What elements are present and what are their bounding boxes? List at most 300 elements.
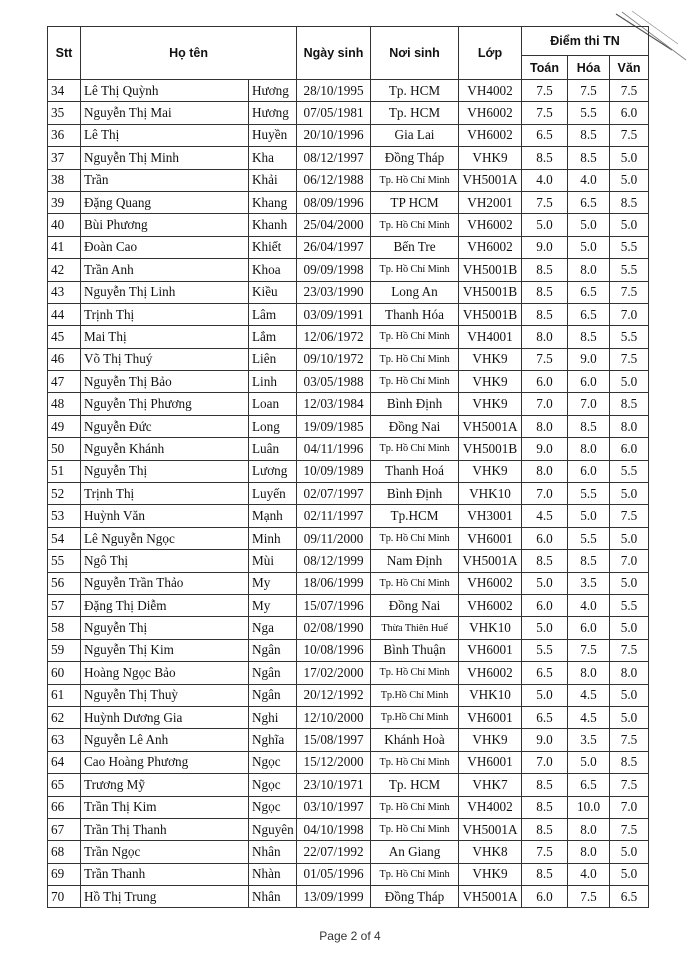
cell-noi-sinh: Đồng Tháp	[371, 147, 459, 169]
cell-lop: VH6001	[459, 639, 522, 661]
cell-hoa: 4.0	[568, 863, 610, 885]
cell-noi-sinh: Tp. HCM	[371, 102, 459, 124]
cell-lop: VHK10	[459, 483, 522, 505]
cell-ngay-sinh: 25/04/2000	[297, 214, 371, 236]
cell-hoa: 5.0	[568, 505, 610, 527]
cell-ten: Ngân	[249, 662, 297, 684]
cell-toan: 5.0	[522, 572, 568, 594]
cell-toan: 5.0	[522, 214, 568, 236]
cell-toan: 7.5	[522, 80, 568, 102]
cell-ten: Mạnh	[249, 505, 297, 527]
cell-ho: Nguyễn Thị Thuỳ	[81, 684, 249, 706]
cell-noi-sinh: Đồng Tháp	[371, 886, 459, 908]
cell-stt: 53	[48, 505, 81, 527]
cell-hoa: 3.5	[568, 572, 610, 594]
cell-van: 7.5	[610, 729, 649, 751]
cell-lop: VH6002	[459, 572, 522, 594]
cell-ho: Nguyễn Thị Minh	[81, 147, 249, 169]
cell-noi-sinh: Tp. Hồ Chí Minh	[371, 796, 459, 818]
cell-hoa: 8.5	[568, 147, 610, 169]
cell-ho: Nguyễn Trần Thảo	[81, 572, 249, 594]
cell-stt: 56	[48, 572, 81, 594]
cell-ten: Khiết	[249, 236, 297, 258]
cell-toan: 9.0	[522, 236, 568, 258]
cell-ngay-sinh: 10/09/1989	[297, 460, 371, 482]
table-row	[48, 303, 649, 325]
table-row	[48, 102, 649, 124]
cell-lop: VH5001A	[459, 886, 522, 908]
cell-hoa: 5.0	[568, 236, 610, 258]
cell-toan: 7.0	[522, 751, 568, 773]
cell-van: 5.0	[610, 147, 649, 169]
cell-lop: VH6002	[459, 124, 522, 146]
table-row	[48, 684, 649, 706]
cell-hoa: 7.5	[568, 80, 610, 102]
table-row	[48, 572, 649, 594]
cell-toan: 7.5	[522, 841, 568, 863]
cell-ten: Kiều	[249, 281, 297, 303]
cell-ngay-sinh: 10/08/1996	[297, 639, 371, 661]
cell-hoa: 8.0	[568, 841, 610, 863]
table-row	[48, 796, 649, 818]
cell-stt: 62	[48, 706, 81, 728]
cell-hoa: 6.0	[568, 617, 610, 639]
cell-ngay-sinh: 04/11/1996	[297, 438, 371, 460]
cell-stt: 52	[48, 483, 81, 505]
table-row	[48, 348, 649, 370]
table-row	[48, 80, 649, 102]
cell-noi-sinh: Tp.HCM	[371, 505, 459, 527]
cell-ten: Khoa	[249, 259, 297, 281]
cell-ho: Đoàn Cao	[81, 236, 249, 258]
cell-hoa: 7.5	[568, 886, 610, 908]
cell-ngay-sinh: 12/06/1972	[297, 326, 371, 348]
cell-noi-sinh: Tp. HCM	[371, 774, 459, 796]
exam-score-table	[47, 26, 649, 908]
cell-noi-sinh: Bến Tre	[371, 236, 459, 258]
cell-ten: Khanh	[249, 214, 297, 236]
cell-van: 6.0	[610, 102, 649, 124]
cell-van: 7.5	[610, 774, 649, 796]
cell-van: 7.5	[610, 281, 649, 303]
table-row	[48, 393, 649, 415]
cell-ho: Nguyễn Thị Mai	[81, 102, 249, 124]
cell-van: 7.0	[610, 550, 649, 572]
cell-lop: VHK10	[459, 684, 522, 706]
cell-stt: 67	[48, 818, 81, 840]
cell-lop: VH4002	[459, 80, 522, 102]
cell-ngay-sinh: 18/06/1999	[297, 572, 371, 594]
table-row	[48, 438, 649, 460]
cell-ten: Minh	[249, 527, 297, 549]
page-number: Page 2 of 4	[319, 929, 381, 943]
cell-noi-sinh: Tp. Hồ Chí Minh	[371, 818, 459, 840]
cell-ten: Nguyên	[249, 818, 297, 840]
table-row	[48, 460, 649, 482]
cell-stt: 50	[48, 438, 81, 460]
cell-toan: 8.5	[522, 774, 568, 796]
cell-ho: Nguyễn Lê Anh	[81, 729, 249, 751]
cell-hoa: 6.0	[568, 460, 610, 482]
cell-noi-sinh: Tp. Hồ Chí Minh	[371, 259, 459, 281]
table-row	[48, 214, 649, 236]
cell-ho: Đặng Thị Diễm	[81, 594, 249, 616]
cell-toan: 8.5	[522, 303, 568, 325]
cell-toan: 4.0	[522, 169, 568, 191]
cell-lop: VHK9	[459, 371, 522, 393]
cell-ngay-sinh: 20/10/1996	[297, 124, 371, 146]
cell-ten: Hương	[249, 80, 297, 102]
cell-ten: Ngọc	[249, 774, 297, 796]
cell-noi-sinh: Nam Định	[371, 550, 459, 572]
cell-hoa: 5.0	[568, 214, 610, 236]
cell-toan: 8.5	[522, 863, 568, 885]
cell-ngay-sinh: 15/07/1996	[297, 594, 371, 616]
cell-stt: 70	[48, 886, 81, 908]
cell-van: 5.0	[610, 572, 649, 594]
table-row	[48, 706, 649, 728]
cell-lop: VH5001A	[459, 818, 522, 840]
cell-noi-sinh: Tp. Hồ Chí Minh	[371, 863, 459, 885]
cell-ngay-sinh: 08/09/1996	[297, 191, 371, 213]
cell-stt: 60	[48, 662, 81, 684]
cell-ho: Đặng Quang	[81, 191, 249, 213]
table-header-row	[48, 27, 649, 56]
cell-lop: VH5001A	[459, 415, 522, 437]
table-row	[48, 639, 649, 661]
cell-ho: Nguyễn Thị Linh	[81, 281, 249, 303]
cell-ngay-sinh: 08/12/1999	[297, 550, 371, 572]
cell-lop: VH5001B	[459, 259, 522, 281]
cell-toan: 6.0	[522, 886, 568, 908]
cell-van: 5.0	[610, 371, 649, 393]
cell-ngay-sinh: 02/08/1990	[297, 617, 371, 639]
cell-toan: 5.0	[522, 617, 568, 639]
table-row	[48, 818, 649, 840]
cell-noi-sinh: Tp. Hồ Chí Minh	[371, 371, 459, 393]
cell-hoa: 4.0	[568, 169, 610, 191]
cell-van: 7.5	[610, 639, 649, 661]
cell-stt: 68	[48, 841, 81, 863]
cell-hoa: 4.5	[568, 684, 610, 706]
cell-noi-sinh: Tp. Hồ Chí Minh	[371, 214, 459, 236]
cell-lop: VH6001	[459, 527, 522, 549]
cell-stt: 38	[48, 169, 81, 191]
cell-van: 5.0	[610, 214, 649, 236]
cell-noi-sinh: Thừa Thiên Huế	[371, 617, 459, 639]
cell-ten: Ngọc	[249, 751, 297, 773]
cell-ten: Loan	[249, 393, 297, 415]
cell-lop: VHK9	[459, 863, 522, 885]
cell-hoa: 3.5	[568, 729, 610, 751]
cell-noi-sinh: Tp.Hồ Chí Minh	[371, 684, 459, 706]
cell-noi-sinh: Tp. Hồ Chí Minh	[371, 348, 459, 370]
header-ho-ten: Họ tên	[81, 27, 297, 80]
cell-ho: Mai Thị	[81, 326, 249, 348]
cell-ho: Trần Ngọc	[81, 841, 249, 863]
cell-ngay-sinh: 03/05/1988	[297, 371, 371, 393]
table-row	[48, 259, 649, 281]
cell-noi-sinh: Thanh Hóa	[371, 303, 459, 325]
cell-stt: 41	[48, 236, 81, 258]
cell-ten: Nhàn	[249, 863, 297, 885]
cell-van: 7.0	[610, 303, 649, 325]
cell-van: 5.0	[610, 841, 649, 863]
cell-ngay-sinh: 01/05/1996	[297, 863, 371, 885]
table-row	[48, 191, 649, 213]
cell-stt: 35	[48, 102, 81, 124]
header-diem-thi: Điểm thi TN	[522, 27, 649, 56]
cell-stt: 42	[48, 259, 81, 281]
cell-ho: Lê Thị Quỳnh	[81, 80, 249, 102]
cell-toan: 4.5	[522, 505, 568, 527]
header-lop: Lớp	[459, 27, 522, 80]
cell-ngay-sinh: 26/04/1997	[297, 236, 371, 258]
cell-ten: Luân	[249, 438, 297, 460]
cell-ngay-sinh: 15/08/1997	[297, 729, 371, 751]
cell-ten: Khang	[249, 191, 297, 213]
cell-noi-sinh: Thanh Hoá	[371, 460, 459, 482]
cell-ho: Huỳnh Văn	[81, 505, 249, 527]
cell-stt: 57	[48, 594, 81, 616]
cell-lop: VH6002	[459, 662, 522, 684]
cell-stt: 59	[48, 639, 81, 661]
cell-toan: 9.0	[522, 438, 568, 460]
table-row	[48, 886, 649, 908]
cell-toan: 5.5	[522, 639, 568, 661]
cell-ho: Huỳnh Dương Gia	[81, 706, 249, 728]
cell-stt: 54	[48, 527, 81, 549]
cell-ten: Lâm	[249, 303, 297, 325]
cell-ngay-sinh: 12/10/2000	[297, 706, 371, 728]
cell-ho: Nguyễn Thị Kim	[81, 639, 249, 661]
cell-toan: 7.5	[522, 102, 568, 124]
cell-ten: Kha	[249, 147, 297, 169]
cell-ho: Nguyễn Đức	[81, 415, 249, 437]
cell-ho: Ngô Thị	[81, 550, 249, 572]
cell-ngay-sinh: 03/10/1997	[297, 796, 371, 818]
cell-lop: VH5001B	[459, 281, 522, 303]
cell-ngay-sinh: 22/07/1992	[297, 841, 371, 863]
cell-hoa: 8.5	[568, 124, 610, 146]
cell-lop: VH5001A	[459, 550, 522, 572]
cell-ngay-sinh: 17/02/2000	[297, 662, 371, 684]
cell-ngay-sinh: 15/12/2000	[297, 751, 371, 773]
cell-stt: 66	[48, 796, 81, 818]
cell-ngay-sinh: 04/10/1998	[297, 818, 371, 840]
cell-stt: 47	[48, 371, 81, 393]
cell-hoa: 5.0	[568, 751, 610, 773]
cell-noi-sinh: Khánh Hoà	[371, 729, 459, 751]
header-stt: Stt	[48, 27, 81, 80]
cell-ngay-sinh: 12/03/1984	[297, 393, 371, 415]
cell-van: 8.5	[610, 751, 649, 773]
cell-noi-sinh: Tp. Hồ Chí Minh	[371, 326, 459, 348]
cell-lop: VH6001	[459, 751, 522, 773]
cell-toan: 8.5	[522, 147, 568, 169]
cell-van: 8.5	[610, 393, 649, 415]
cell-ten: Mùi	[249, 550, 297, 572]
cell-van: 5.0	[610, 483, 649, 505]
cell-ten: Nhân	[249, 886, 297, 908]
header-hoa: Hóa	[568, 56, 610, 80]
cell-stt: 39	[48, 191, 81, 213]
table-row	[48, 505, 649, 527]
cell-lop: VHK9	[459, 460, 522, 482]
cell-toan: 6.5	[522, 124, 568, 146]
cell-ten: Linh	[249, 371, 297, 393]
cell-hoa: 6.0	[568, 371, 610, 393]
cell-ngay-sinh: 07/05/1981	[297, 102, 371, 124]
cell-toan: 5.0	[522, 684, 568, 706]
cell-toan: 7.0	[522, 483, 568, 505]
cell-stt: 36	[48, 124, 81, 146]
cell-lop: VHK10	[459, 617, 522, 639]
cell-toan: 6.0	[522, 527, 568, 549]
cell-van: 7.5	[610, 348, 649, 370]
table-row	[48, 415, 649, 437]
cell-hoa: 8.5	[568, 550, 610, 572]
cell-ngay-sinh: 23/03/1990	[297, 281, 371, 303]
cell-ten: Nghĩa	[249, 729, 297, 751]
cell-hoa: 4.5	[568, 706, 610, 728]
cell-ho: Trần Anh	[81, 259, 249, 281]
cell-lop: VHK9	[459, 147, 522, 169]
cell-ngay-sinh: 03/09/1991	[297, 303, 371, 325]
table-row	[48, 729, 649, 751]
cell-noi-sinh: An Giang	[371, 841, 459, 863]
cell-hoa: 7.0	[568, 393, 610, 415]
cell-hoa: 8.5	[568, 326, 610, 348]
cell-noi-sinh: Bình Định	[371, 483, 459, 505]
cell-stt: 51	[48, 460, 81, 482]
cell-lop: VHK9	[459, 729, 522, 751]
cell-van: 5.0	[610, 863, 649, 885]
cell-stt: 69	[48, 863, 81, 885]
table-row	[48, 863, 649, 885]
cell-ngay-sinh: 28/10/1995	[297, 80, 371, 102]
cell-lop: VH5001B	[459, 438, 522, 460]
cell-ngay-sinh: 09/09/1998	[297, 259, 371, 281]
cell-noi-sinh: Tp. Hồ Chí Minh	[371, 527, 459, 549]
cell-ten: Huyền	[249, 124, 297, 146]
cell-stt: 55	[48, 550, 81, 572]
cell-hoa: 8.5	[568, 415, 610, 437]
table-row	[48, 774, 649, 796]
cell-stt: 44	[48, 303, 81, 325]
cell-van: 7.5	[610, 124, 649, 146]
cell-van: 5.0	[610, 684, 649, 706]
cell-ngay-sinh: 20/12/1992	[297, 684, 371, 706]
cell-ho: Nguyễn Thị	[81, 460, 249, 482]
cell-stt: 61	[48, 684, 81, 706]
cell-noi-sinh: Tp. Hồ Chí Minh	[371, 169, 459, 191]
cell-lop: VHK7	[459, 774, 522, 796]
cell-van: 6.0	[610, 438, 649, 460]
cell-van: 5.5	[610, 259, 649, 281]
cell-ten: Khải	[249, 169, 297, 191]
cell-toan: 8.0	[522, 415, 568, 437]
cell-ho: Nguyễn Khánh	[81, 438, 249, 460]
cell-ho: Trịnh Thị	[81, 303, 249, 325]
cell-ten: Nga	[249, 617, 297, 639]
cell-noi-sinh: Đồng Nai	[371, 415, 459, 437]
cell-toan: 8.0	[522, 326, 568, 348]
cell-stt: 65	[48, 774, 81, 796]
cell-toan: 8.5	[522, 796, 568, 818]
cell-stt: 58	[48, 617, 81, 639]
cell-noi-sinh: Tp. Hồ Chí Minh	[371, 662, 459, 684]
table-row	[48, 281, 649, 303]
cell-ten: Liên	[249, 348, 297, 370]
cell-ngay-sinh: 08/12/1997	[297, 147, 371, 169]
cell-ngay-sinh: 02/11/1997	[297, 505, 371, 527]
cell-van: 7.0	[610, 796, 649, 818]
cell-hoa: 5.5	[568, 527, 610, 549]
table-row	[48, 527, 649, 549]
cell-toan: 8.5	[522, 818, 568, 840]
table-row	[48, 751, 649, 773]
table-row	[48, 550, 649, 572]
table-row	[48, 594, 649, 616]
cell-ngay-sinh: 02/07/1997	[297, 483, 371, 505]
cell-noi-sinh: Tp.Hồ Chí Minh	[371, 706, 459, 728]
cell-noi-sinh: Gia Lai	[371, 124, 459, 146]
cell-ten: My	[249, 594, 297, 616]
cell-hoa: 6.5	[568, 774, 610, 796]
cell-lop: VH6002	[459, 214, 522, 236]
cell-ho: Nguyễn Thị Bảo	[81, 371, 249, 393]
cell-stt: 37	[48, 147, 81, 169]
cell-hoa: 8.0	[568, 818, 610, 840]
cell-toan: 8.0	[522, 460, 568, 482]
cell-stt: 46	[48, 348, 81, 370]
cell-ten: Ngân	[249, 684, 297, 706]
cell-noi-sinh: Đồng Nai	[371, 594, 459, 616]
header-toan: Toán	[522, 56, 568, 80]
cell-ten: Lắm	[249, 326, 297, 348]
cell-ho: Trần Thị Kim	[81, 796, 249, 818]
header-ngay-sinh: Ngày sinh	[297, 27, 371, 80]
cell-ho: Trần	[81, 169, 249, 191]
cell-van: 7.5	[610, 505, 649, 527]
cell-ten: Hương	[249, 102, 297, 124]
cell-ten: Long	[249, 415, 297, 437]
cell-toan: 6.5	[522, 662, 568, 684]
cell-ho: Lê Thị	[81, 124, 249, 146]
cell-noi-sinh: Bình Thuận	[371, 639, 459, 661]
cell-hoa: 6.5	[568, 281, 610, 303]
cell-lop: VH6002	[459, 102, 522, 124]
cell-lop: VH5001B	[459, 303, 522, 325]
cell-stt: 63	[48, 729, 81, 751]
cell-stt: 40	[48, 214, 81, 236]
cell-ngay-sinh: 23/10/1971	[297, 774, 371, 796]
header-van: Văn	[610, 56, 649, 80]
cell-van: 8.0	[610, 415, 649, 437]
table-row	[48, 841, 649, 863]
cell-ho: Trương Mỹ	[81, 774, 249, 796]
cell-ngay-sinh: 06/12/1988	[297, 169, 371, 191]
cell-ngay-sinh: 09/10/1972	[297, 348, 371, 370]
cell-lop: VH6001	[459, 706, 522, 728]
cell-van: 5.5	[610, 460, 649, 482]
cell-toan: 8.5	[522, 281, 568, 303]
table-row	[48, 124, 649, 146]
table-row	[48, 662, 649, 684]
cell-ho: Trần Thị Thanh	[81, 818, 249, 840]
cell-ho: Võ Thị Thuý	[81, 348, 249, 370]
